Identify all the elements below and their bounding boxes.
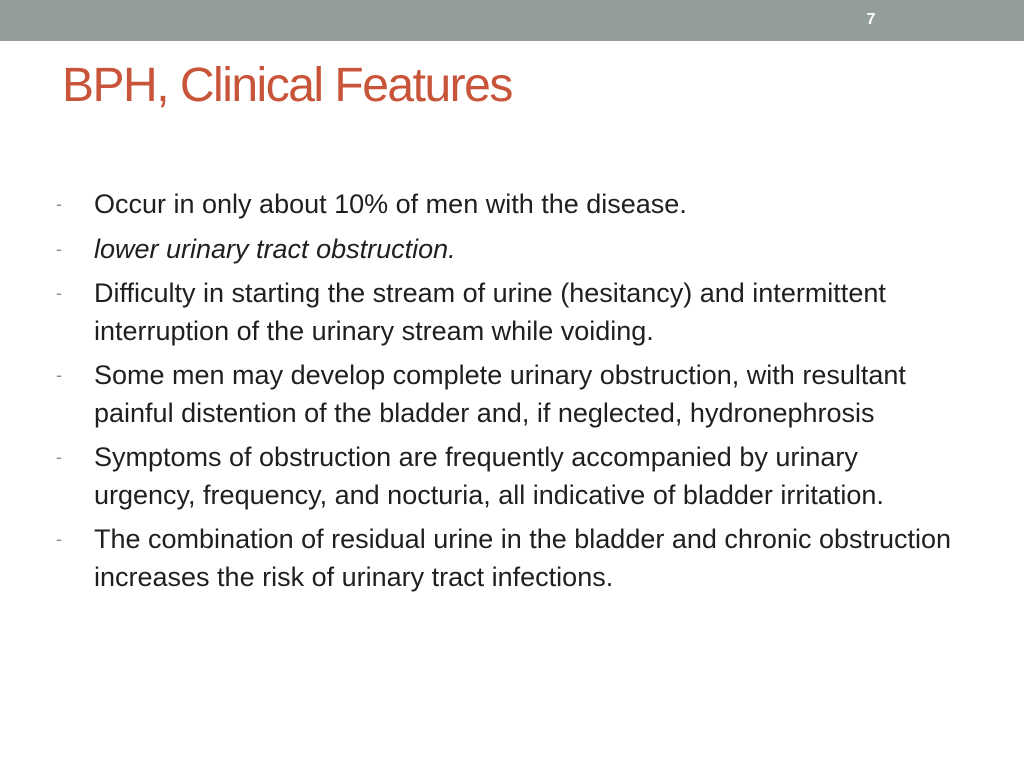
bullet-text: lower urinary tract obstruction. — [94, 233, 456, 264]
bullet-text: The combination of residual urine in the bladder and chronic obstruction increases the risk of urinary tract infections. — [94, 524, 952, 592]
bullet-dash-icon: - — [56, 365, 62, 385]
bullet-text: Some men may develop complete urinary obstruction, with resultant painful distention of the bladder and, if neglected, hydronephrosis — [94, 360, 906, 428]
bullet-item — [56, 521, 956, 596]
bullet-item — [56, 439, 956, 514]
bullet-dash-icon: - — [56, 529, 62, 549]
slide-number: 7 — [866, 11, 876, 28]
bullet-item — [56, 357, 956, 432]
bullet-dash-icon: - — [56, 447, 62, 467]
bullet-text: Occur in only about 10% of men with the disease. — [94, 189, 687, 219]
bullet-item — [56, 275, 956, 350]
bullet-item — [56, 231, 956, 269]
bullet-text: Symptoms of obstruction are frequently accompanied by urinary urgency, frequency, and nocturia, all indicative of bladder irritation. — [94, 442, 884, 510]
bullet-dash-icon: - — [56, 194, 62, 214]
bullet-item — [56, 186, 956, 224]
bullet-list — [56, 186, 956, 603]
top-banner — [0, 0, 1024, 41]
bullet-text: Difficulty in starting the stream of urine (hesitancy) and intermittent interruption of the urinary stream while voiding. — [94, 278, 886, 346]
slide-title: BPH, Clinical Features — [62, 59, 512, 112]
bullet-dash-icon: - — [56, 238, 62, 259]
bullet-dash-icon: - — [56, 283, 62, 303]
